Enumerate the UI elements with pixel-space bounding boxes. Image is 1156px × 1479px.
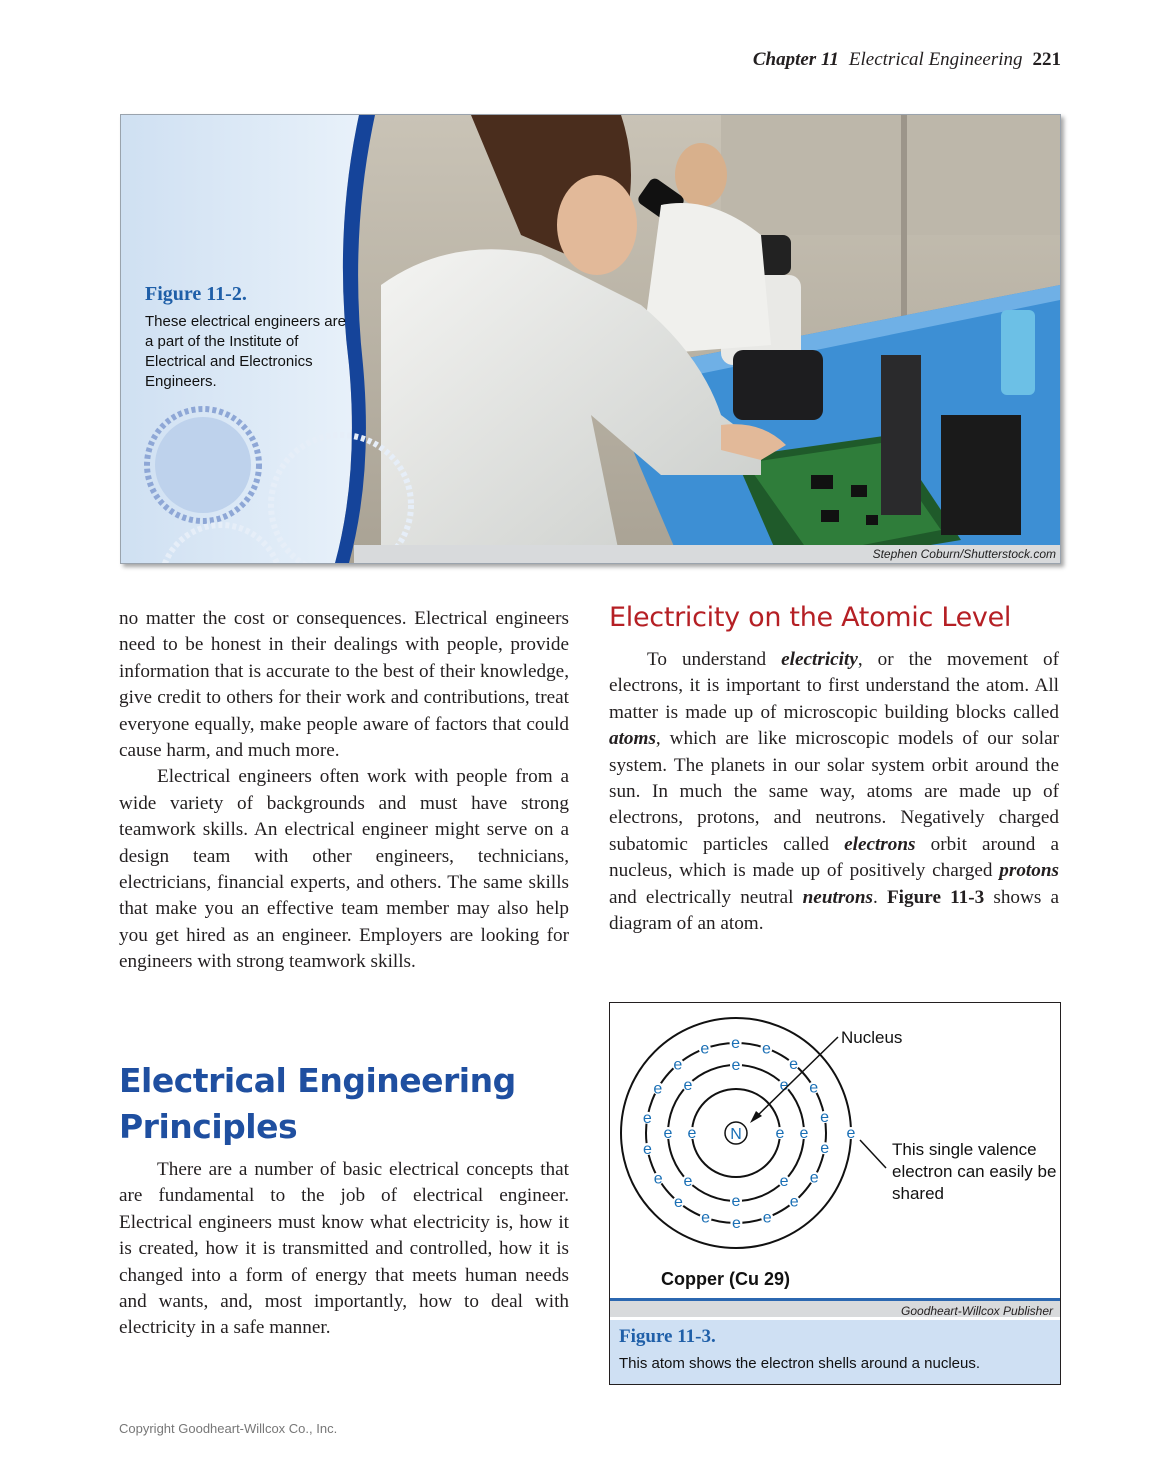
chapter-title: Electrical Engineering (848, 49, 1023, 70)
electron-symbol: e (809, 1079, 819, 1097)
figure-11-3 (609, 1002, 1061, 1385)
electron-symbol: e (687, 1125, 697, 1142)
text-run: To understand (647, 649, 782, 670)
electron-symbol: e (700, 1040, 710, 1058)
paragraph-teamwork: Electrical engineers often work with people from a wide variety of backgrounds and must have strong teamwork skills. An electrical engineer might serve on a design team with other engineers, technicians, electricians, financial experts, and others. The same skills that make you an effective team member may also help you get hired as an engineer. Employers are looking for engineers with strong teamwork skills. (119, 766, 569, 973)
left-column-bottom (119, 1157, 569, 1342)
key-term-neutrons: neutrons (802, 886, 874, 908)
text-run: shows a diagram of an atom. (609, 886, 1059, 935)
electron-symbol: e (673, 1056, 683, 1074)
photo-credit: Stephen Coburn/Shutterstock.com (354, 545, 1060, 563)
chapter-label: Chapter 11 (752, 49, 839, 70)
electron-symbol: e (731, 1193, 741, 1210)
left-column-top (119, 606, 569, 976)
electron-symbol: e (775, 1125, 785, 1142)
right-column (609, 647, 1059, 937)
electron-symbol: e (653, 1170, 663, 1188)
electron-symbol: e (701, 1209, 711, 1227)
figure-11-2-text: These electrical engineers are a part of the Institute of Electrical and Electronics Engineers. (145, 313, 346, 390)
paragraph-principles: There are a number of basic electrical concepts that are fundamental to the job of electrical engineer. Electrical engineers must know what electricity is, how it is created, how it is transmitted and controlled, how it is changed into a form of energy that meets human needs and wants, and, most importantly, how to deal with electricity in a safe manner. (119, 1159, 569, 1339)
key-term-atoms: atoms (609, 728, 656, 750)
electron-symbol: e (663, 1125, 673, 1142)
electron-symbol: e (789, 1055, 798, 1073)
electron-symbol: e (653, 1080, 663, 1098)
figure-reference: Figure 11-3 (886, 886, 985, 908)
copyright-footer: Copyright Goodheart-Willcox Co., Inc. (119, 1421, 338, 1436)
electron-symbol: e (846, 1125, 856, 1142)
electron-symbol: e (642, 1109, 652, 1127)
paragraph-ethics: no matter the cost or consequences. Electrical engineers need to be honest in their dealings with people, provide information that is accurate to the best of their knowledge, give credit to others for their work and contributions, treat everyone equally, make people aware of factors that could cause harm, and much more. (119, 608, 569, 762)
electron-symbol: e (779, 1076, 789, 1094)
nucleus-label: Nucleus (841, 1028, 903, 1047)
section-heading-atomic: Electricity on the Atomic Level (609, 602, 1012, 633)
nucleus-symbol: N (730, 1126, 742, 1143)
electron-symbol: e (762, 1209, 772, 1227)
electron-symbol: e (674, 1194, 683, 1212)
nucleus (725, 1122, 747, 1144)
electron-symbol: e (683, 1173, 693, 1191)
electron-symbol: e (731, 1214, 741, 1232)
figure-11-3-text: This atom shows the electron shells around a nucleus. (619, 1355, 981, 1372)
text-run: . (873, 886, 887, 908)
electron-symbol: e (731, 1035, 741, 1053)
electron-symbol: e (809, 1169, 819, 1187)
electron-symbol: e (789, 1193, 799, 1211)
diagram-credit: Goodheart-Willcox Publisher (610, 1298, 1060, 1317)
section-heading-principles: Electrical Engineering Principles (119, 1061, 516, 1146)
text-run: and electrically neutral (609, 886, 803, 908)
page-number: 221 (1032, 49, 1061, 70)
running-header (753, 49, 1061, 71)
key-term-protons: protons (999, 860, 1059, 882)
electron-symbol: e (642, 1141, 652, 1159)
electron-symbol: e (731, 1057, 741, 1074)
figure-11-2-number: Figure 11-2. (145, 283, 247, 305)
figure-11-2-caption (145, 283, 355, 392)
text-run: , which are like microscopic models of our solar system. The planets in our solar system orbit around the sun. In much the same way, atoms are made up of electrons, protons, and neutrons. Negatively charged subatomic particles called (609, 728, 1059, 855)
electron-symbol: e (761, 1040, 771, 1058)
key-term-electricity: electricity (781, 649, 858, 670)
figure-11-3-caption (610, 1320, 1060, 1384)
text-run: , or the movement of electrons, it is important to first understand the atom. All matter is made up of microscopic building blocks called (609, 649, 1059, 723)
figure-11-3-number: Figure 11-3. (619, 1326, 716, 1347)
electron-symbol: e (820, 1140, 830, 1158)
valence-leader (860, 1140, 886, 1168)
electron-symbol: e (799, 1125, 809, 1142)
valence-label: This single valence electron can easily be shared (892, 1140, 1057, 1203)
text-run: orbit around a nucleus, which is made up of positively charged (609, 833, 1059, 882)
electron-symbol: e (779, 1173, 789, 1191)
element-label: Copper (Cu 29) (661, 1269, 791, 1289)
paragraph-atom (609, 647, 1059, 937)
figure-11-2 (120, 114, 1061, 564)
electrons (641, 1035, 857, 1232)
electron-symbol: e (683, 1076, 693, 1094)
key-term-electrons: electrons (844, 833, 916, 855)
electron-symbol: e (820, 1108, 830, 1126)
